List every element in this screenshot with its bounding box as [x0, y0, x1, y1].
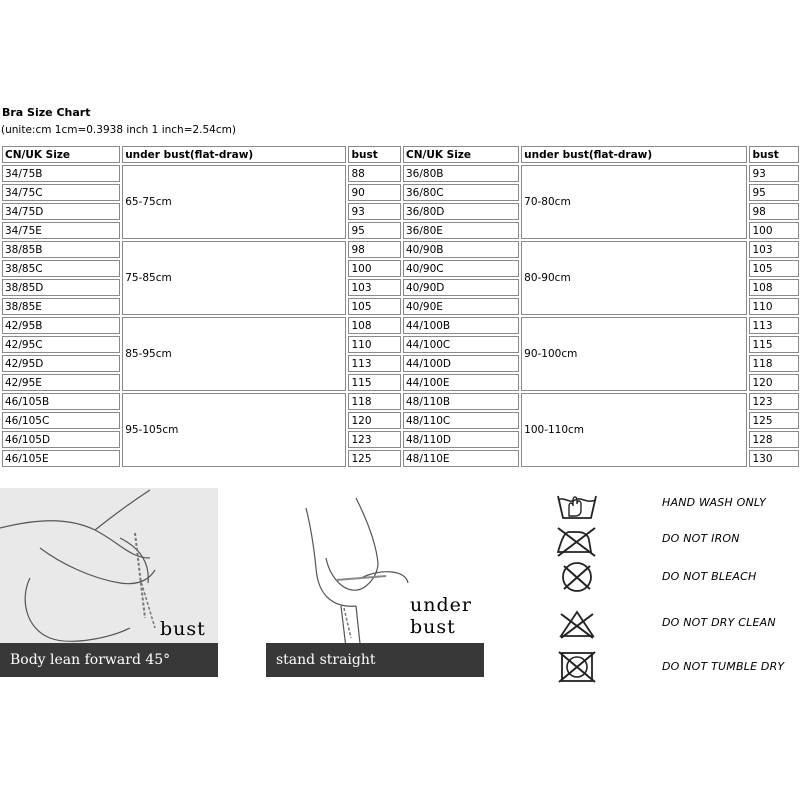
care-hand-wash: [555, 488, 795, 522]
right-bust-cell: 103: [749, 241, 799, 258]
right-size-cell: 44/100E: [403, 374, 519, 391]
left-size-cell: 46/105B: [2, 393, 120, 410]
left-bust-cell: 123: [348, 431, 401, 448]
left-size-cell: 38/85E: [2, 298, 120, 315]
left-size-cell: 38/85D: [2, 279, 120, 296]
table-row: [2, 165, 799, 182]
left-bust-cell: 98: [348, 241, 401, 258]
care-text-no-tumble-dry: DO NOT TUMBLE DRY: [662, 660, 785, 673]
left-bust-cell: 108: [348, 317, 401, 334]
under-label: under: [410, 594, 472, 616]
column-header: under bust(flat-draw): [122, 146, 346, 163]
left-underbust-cell: 95-105cm: [122, 393, 346, 467]
right-size-cell: 40/90D: [403, 279, 519, 296]
left-bust-cell: 120: [348, 412, 401, 429]
right-size-cell: 36/80C: [403, 184, 519, 201]
left-size-cell: 34/75C: [2, 184, 120, 201]
right-bust-cell: 105: [749, 260, 799, 277]
right-bust-cell: 128: [749, 431, 799, 448]
left-size-cell: 38/85B: [2, 241, 120, 258]
right-size-cell: 36/80D: [403, 203, 519, 220]
right-size-cell: 44/100C: [403, 336, 519, 353]
bust-label: bust: [160, 618, 206, 640]
left-size-cell: 34/75E: [2, 222, 120, 239]
left-bust-cell: 113: [348, 355, 401, 372]
care-text-hand-wash: HAND WASH ONLY: [662, 496, 767, 509]
right-size-cell: 44/100B: [403, 317, 519, 334]
do-not-bleach-icon: [555, 560, 599, 594]
hand-wash-icon: [555, 488, 599, 522]
stand-straight-figure: [266, 488, 486, 676]
right-size-cell: 48/110B: [403, 393, 519, 410]
right-bust-cell: 93: [749, 165, 799, 182]
right-bust-cell: 123: [749, 393, 799, 410]
column-header: bust: [348, 146, 401, 163]
left-bust-cell: 115: [348, 374, 401, 391]
left-bust-cell: 100: [348, 260, 401, 277]
right-bust-cell: 125: [749, 412, 799, 429]
do-not-iron-icon: [555, 524, 599, 558]
left-bust-cell: 125: [348, 450, 401, 467]
right-size-cell: 40/90B: [403, 241, 519, 258]
right-size-cell: 48/110D: [403, 431, 519, 448]
right-bust-cell: 110: [749, 298, 799, 315]
left-bust-cell: 90: [348, 184, 401, 201]
right-underbust-cell: 90-100cm: [521, 317, 747, 391]
lean-forward-caption: Body lean forward 45°: [0, 643, 218, 677]
left-size-cell: 46/105D: [2, 431, 120, 448]
care-no-tumble-dry: [555, 650, 795, 684]
right-size-cell: 48/110C: [403, 412, 519, 429]
table-row: [2, 241, 799, 258]
right-bust-cell: 108: [749, 279, 799, 296]
right-underbust-cell: 100-110cm: [521, 393, 747, 467]
size-table: [0, 144, 800, 469]
left-underbust-cell: 75-85cm: [122, 241, 346, 315]
right-bust-cell: 115: [749, 336, 799, 353]
care-no-dry-clean: [555, 606, 795, 640]
bust-label-2: bust: [410, 616, 456, 638]
column-header: bust: [749, 146, 799, 163]
left-underbust-cell: 85-95cm: [122, 317, 346, 391]
column-header: CN/UK Size: [2, 146, 120, 163]
column-header: CN/UK Size: [403, 146, 519, 163]
left-bust-cell: 118: [348, 393, 401, 410]
left-size-cell: 34/75D: [2, 203, 120, 220]
do-not-dry-clean-icon: [555, 606, 599, 640]
left-size-cell: 42/95B: [2, 317, 120, 334]
table-row: [2, 317, 799, 334]
left-size-cell: 42/95D: [2, 355, 120, 372]
right-bust-cell: 118: [749, 355, 799, 372]
right-size-cell: 40/90E: [403, 298, 519, 315]
left-bust-cell: 93: [348, 203, 401, 220]
right-size-cell: 48/110E: [403, 450, 519, 467]
left-bust-cell: 110: [348, 336, 401, 353]
left-bust-cell: 95: [348, 222, 401, 239]
left-bust-cell: 105: [348, 298, 401, 315]
left-bust-cell: 88: [348, 165, 401, 182]
left-bust-cell: 103: [348, 279, 401, 296]
right-size-cell: 44/100D: [403, 355, 519, 372]
right-bust-cell: 95: [749, 184, 799, 201]
right-underbust-cell: 80-90cm: [521, 241, 747, 315]
chart-title: Bra Size Chart: [2, 106, 91, 119]
left-size-cell: 46/105E: [2, 450, 120, 467]
right-underbust-cell: 70-80cm: [521, 165, 747, 239]
lean-forward-figure: [0, 488, 218, 676]
left-size-cell: 42/95E: [2, 374, 120, 391]
left-underbust-cell: 65-75cm: [122, 165, 346, 239]
right-bust-cell: 120: [749, 374, 799, 391]
right-size-cell: 36/80B: [403, 165, 519, 182]
right-size-cell: 36/80E: [403, 222, 519, 239]
stand-straight-caption: stand straight: [266, 643, 484, 677]
unit-note: (unite:cm 1cm=0.3938 inch 1 inch=2.54cm): [1, 124, 236, 136]
table-row: [2, 393, 799, 410]
right-size-cell: 40/90C: [403, 260, 519, 277]
left-size-cell: 34/75B: [2, 165, 120, 182]
left-size-cell: 46/105C: [2, 412, 120, 429]
right-bust-cell: 113: [749, 317, 799, 334]
right-bust-cell: 100: [749, 222, 799, 239]
column-header: under bust(flat-draw): [521, 146, 747, 163]
care-no-iron: [555, 524, 795, 558]
care-text-no-dry-clean: DO NOT DRY CLEAN: [662, 616, 776, 629]
do-not-tumble-dry-icon: [555, 650, 599, 684]
right-bust-cell: 130: [749, 450, 799, 467]
care-text-no-bleach: DO NOT BLEACH: [662, 570, 757, 583]
left-size-cell: 38/85C: [2, 260, 120, 277]
left-size-cell: 42/95C: [2, 336, 120, 353]
care-text-no-iron: DO NOT IRON: [662, 532, 740, 545]
care-no-bleach: [555, 560, 795, 594]
right-bust-cell: 98: [749, 203, 799, 220]
table-header-row: [2, 146, 799, 163]
